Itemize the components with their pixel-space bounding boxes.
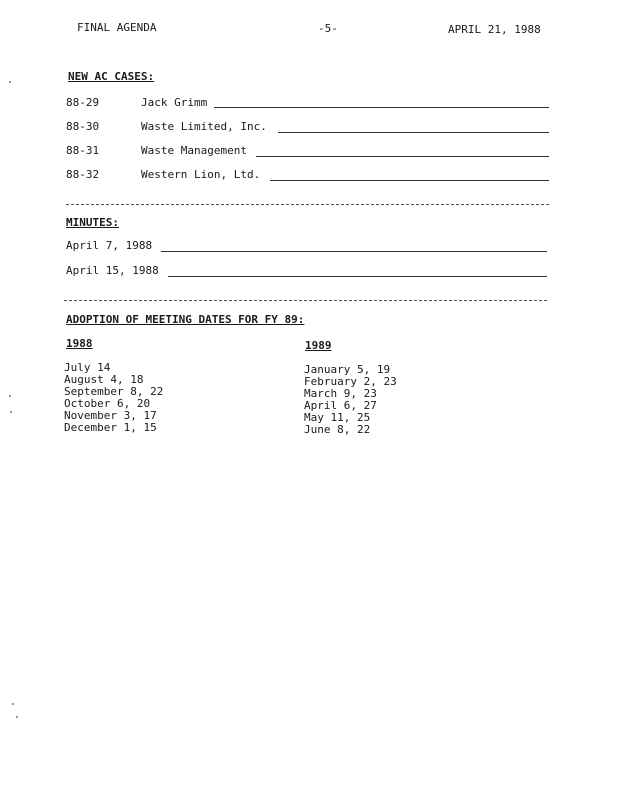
case-line: [278, 132, 549, 133]
meeting-date: March 9, 23: [304, 387, 377, 400]
meeting-date: December 1, 15: [64, 421, 157, 434]
separator-line: [64, 300, 547, 301]
meeting-date: July 14: [64, 361, 111, 374]
case-name: Waste Management: [141, 144, 247, 157]
adoption-heading: ADOPTION OF MEETING DATES FOR FY 89:: [66, 313, 305, 326]
case-number: 88-30: [66, 120, 100, 133]
scan-speck: [10, 411, 12, 413]
minutes-line: [168, 276, 547, 277]
case-number: 88-29: [66, 96, 100, 109]
case-line: [214, 107, 549, 108]
meeting-date: October 6, 20: [64, 397, 151, 410]
case-number: 88-31: [66, 144, 100, 157]
minutes-line: [161, 251, 547, 252]
scan-speck: [9, 395, 11, 397]
minutes-date: April 15, 1988: [66, 264, 159, 277]
year-1988-heading: 1988: [66, 337, 93, 350]
year-1989-heading: 1989: [305, 339, 332, 352]
scan-speck: [9, 81, 11, 83]
scan-speck: [16, 716, 18, 718]
meeting-date: April 6, 27: [304, 399, 377, 412]
meeting-date: November 3, 17: [64, 409, 157, 422]
scan-speck: [12, 703, 14, 705]
minutes-heading: MINUTES:: [66, 216, 119, 229]
new-ac-cases-heading: NEW AC CASES:: [68, 70, 155, 83]
case-name: Western Lion, Ltd.: [141, 168, 261, 181]
case-line: [256, 156, 549, 157]
page-number: -5-: [318, 22, 338, 35]
meeting-date: August 4, 18: [64, 373, 144, 386]
header-date: APRIL 21, 1988: [448, 23, 541, 36]
meeting-date: September 8, 22: [64, 385, 164, 398]
meeting-date: June 8, 22: [304, 423, 371, 436]
meeting-date: May 11, 25: [304, 411, 371, 424]
meeting-date: February 2, 23: [304, 375, 397, 388]
meeting-date: January 5, 19: [304, 363, 391, 376]
case-name: Waste Limited, Inc.: [141, 120, 267, 133]
case-number: 88-32: [66, 168, 100, 181]
case-name: Jack Grimm: [141, 96, 208, 109]
case-line: [270, 180, 549, 181]
minutes-date: April 7, 1988: [66, 239, 153, 252]
header-left: FINAL AGENDA: [77, 21, 157, 34]
separator-line: [66, 204, 549, 205]
